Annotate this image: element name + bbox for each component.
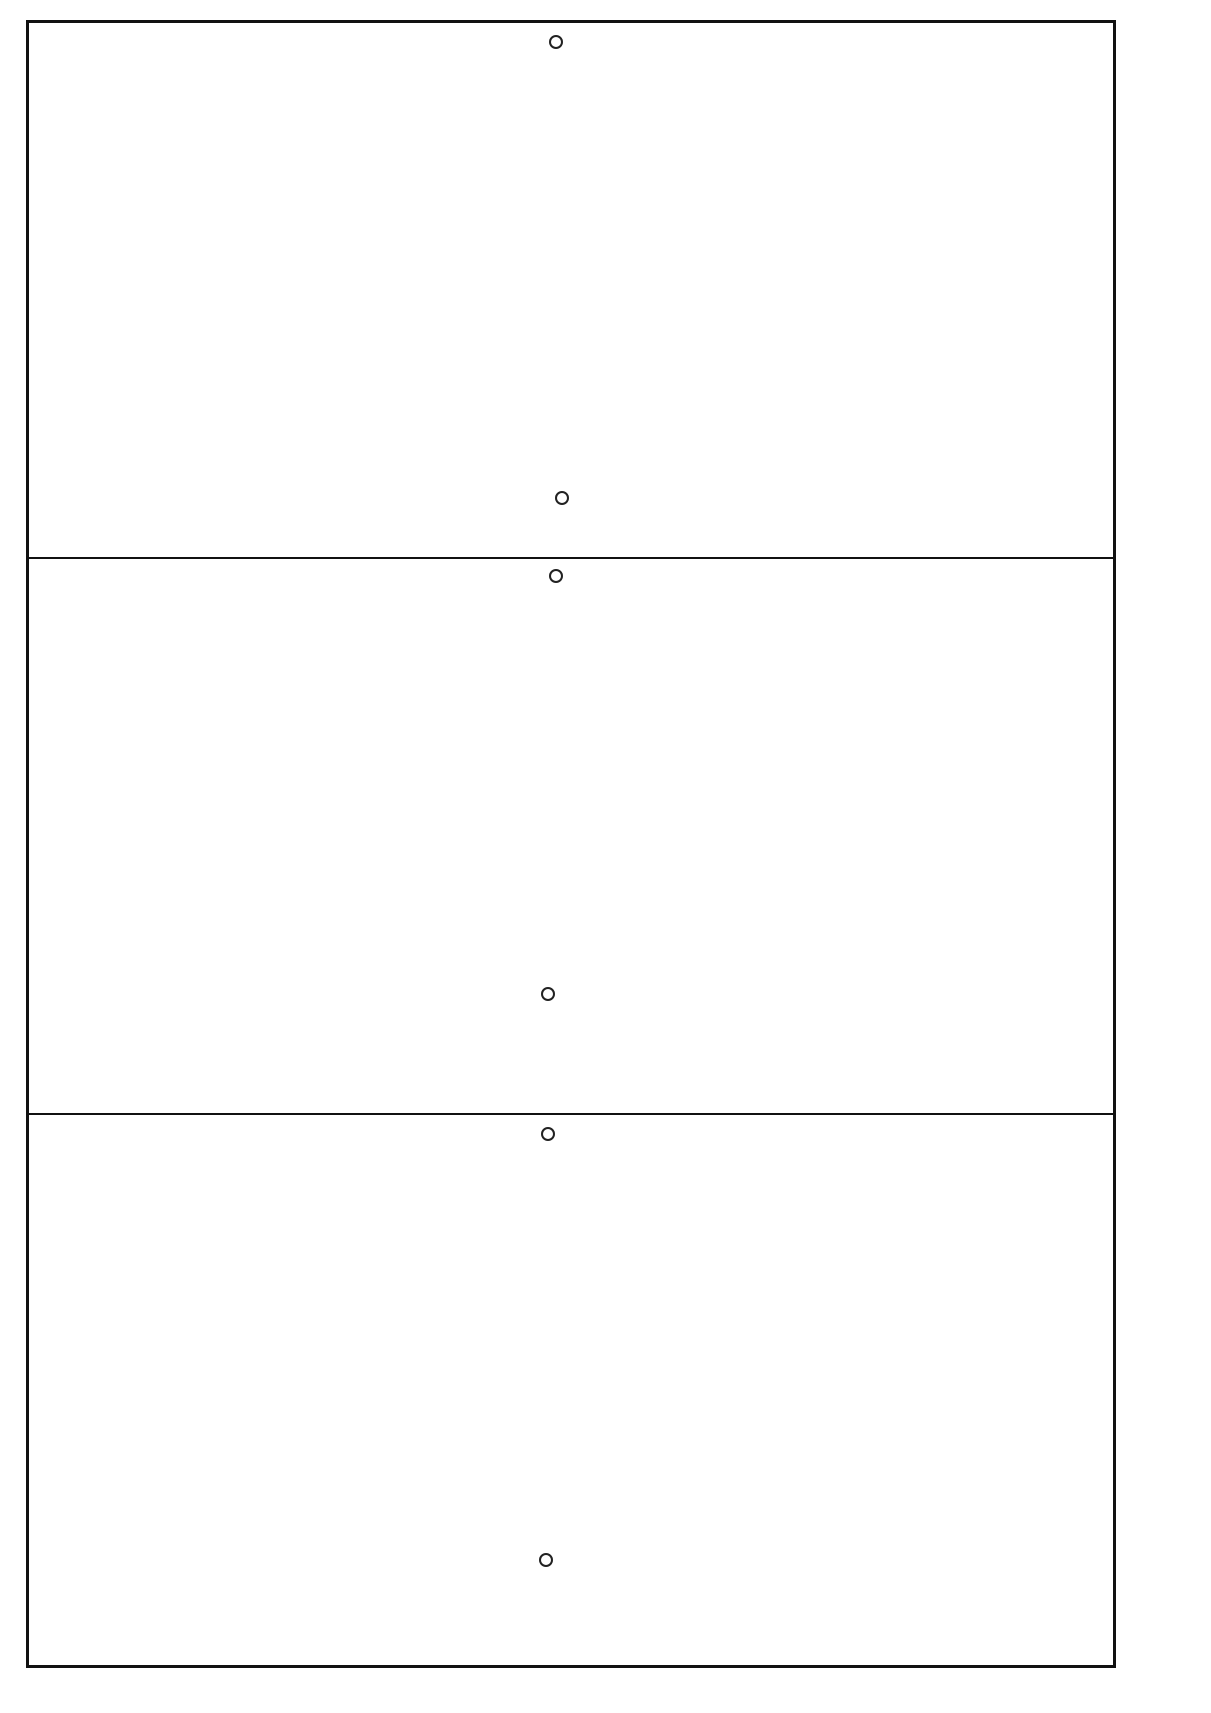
- text-columns-middle: [89, 573, 1073, 1103]
- text-panel-bottom: [29, 1113, 1113, 1665]
- text-panel-top: [29, 23, 1113, 557]
- text-columns-top: [89, 37, 1073, 547]
- text-columns-bottom: [89, 1129, 1073, 1655]
- punctuation-circle-mark: [539, 1553, 553, 1567]
- text-panel-middle: [29, 557, 1113, 1113]
- page-frame: [26, 20, 1116, 1668]
- punctuation-circle-mark: [549, 569, 563, 583]
- punctuation-circle-mark: [555, 491, 569, 505]
- punctuation-circle-mark: [541, 1127, 555, 1141]
- punctuation-circle-mark: [549, 35, 563, 49]
- punctuation-circle-mark: [541, 987, 555, 1001]
